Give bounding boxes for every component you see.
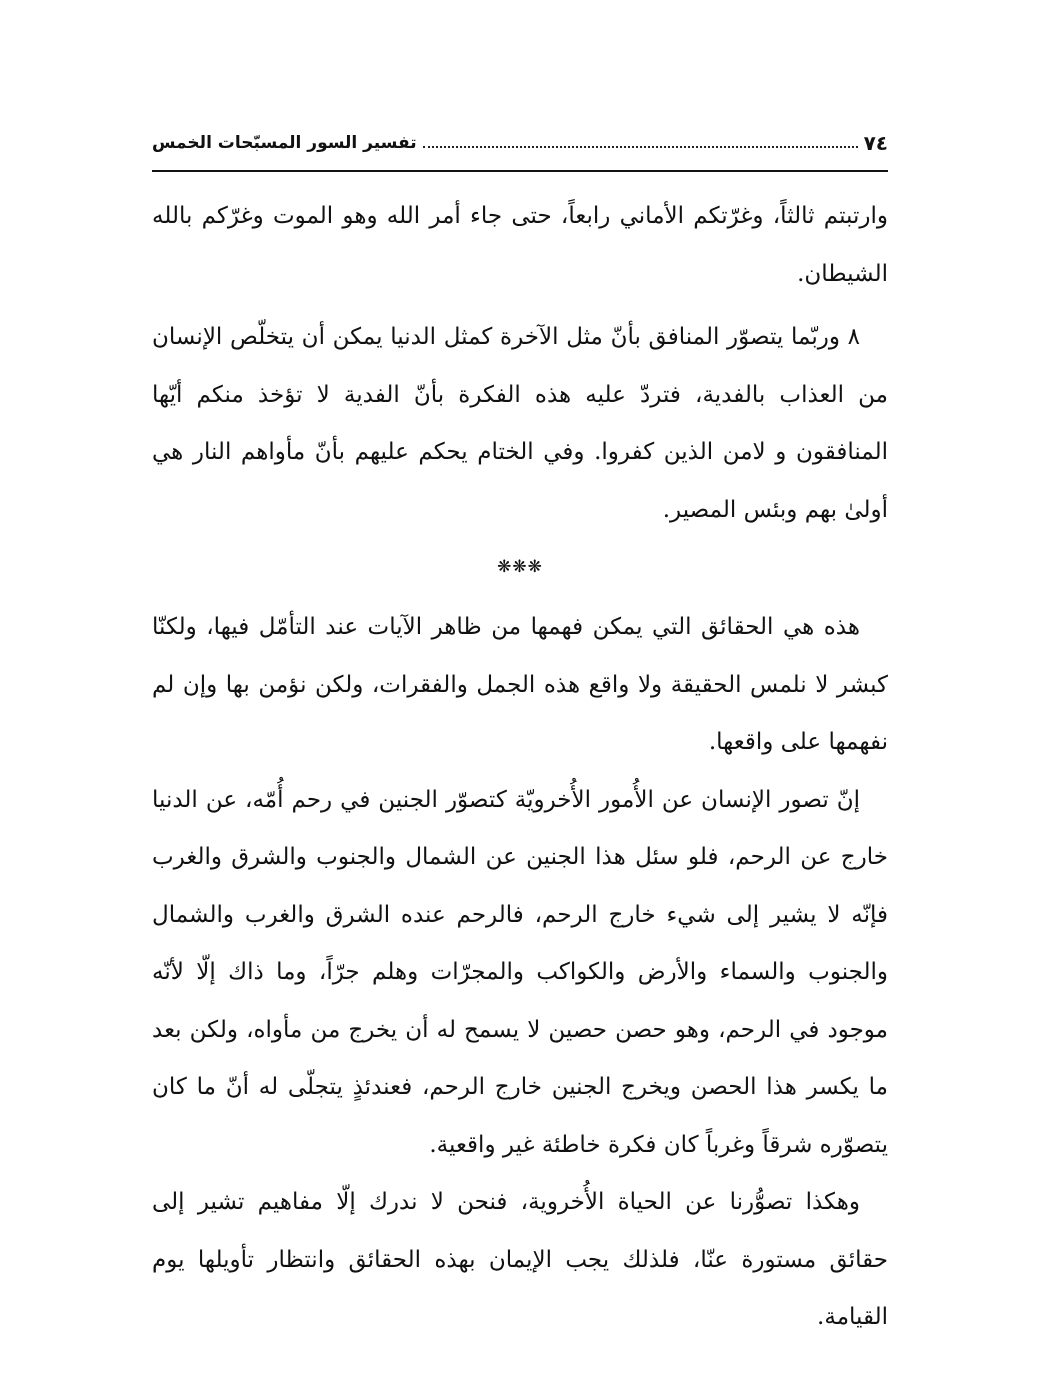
section-separator: ❋❋❋	[497, 557, 543, 577]
dotted-leader	[423, 146, 858, 148]
paragraph-continuation: وارتبتم ثالثاً، وغرّتكم الأماني رابعاً، حتى جاء أمر الله وهو الموت وغرّكم بالله الشيطان.	[152, 203, 888, 287]
paragraph: هذه هي الحقائق التي يمكن فهمها من ظاهر الآيات عند التأمّل فيها، ولكنّا كبشر لا نلمس الحقيقة ولا واقع هذه الجمل والفقرات، ولكن نؤمن بها وإن لم نفهمها على واقعها.	[152, 614, 888, 755]
running-title: تفسير السور المسبّحات الخمس	[152, 133, 417, 153]
page-number: ٧٤	[863, 131, 888, 155]
body-text	[152, 188, 888, 1347]
paragraph-verse-8: ٨ وربّما يتصوّر المنافق بأنّ مثل الآخرة كمثل الدنيا يمكن أن يتخلّص الإنسان من العذاب بالفدية، فتردّ عليه هذه الفكرة بأنّ الفدية لا تؤخذ منكم أيّها المنافقون و لامن الذين كفروا. وفي الختام يحكم عليهم بأنّ مأواهم النار هي أولىٰ بهم وبئس المصير.	[152, 324, 888, 523]
paragraph: إنّ تصور الإنسان عن الأُمور الأُخرويّة كتصوّر الجنين في رحم أُمّه، عن الدنيا خارج عن الرحم، فلو سئل هذا الجنين عن الشمال والجنوب والشرق والغرب فإنّه لا يشير إلى شيء خارج الرحم، فالرحم عنده الشرق والغرب والشمال والجنوب والسماء والأرض والكواكب والمجرّات وهلم جرّاً، وما ذاك إلّا لأنّه موجود في الرحم، وهو حصن حصين لا يسمح له أن يخرج من مأواه، ولكن بعد ما يكسر هذا الحصن ويخرج الجنين خارج الرحم، فعندئذٍ يتجلّى له أنّ ما كان يتصوّره شرقاً وغرباً كان فكرة خاطئة غير واقعية.	[152, 786, 888, 1158]
header-rule	[152, 170, 888, 172]
paragraph: وهكذا تصوُّرنا عن الحياة الأُخروية، فنحن لا ندرك إلّا مفاهيم تشير إلى حقائق مستورة عنّا، فلذلك يجب الإيمان بهذه الحقائق وانتظار تأويلها يوم القيامة.	[152, 1189, 888, 1330]
running-header	[152, 126, 888, 160]
